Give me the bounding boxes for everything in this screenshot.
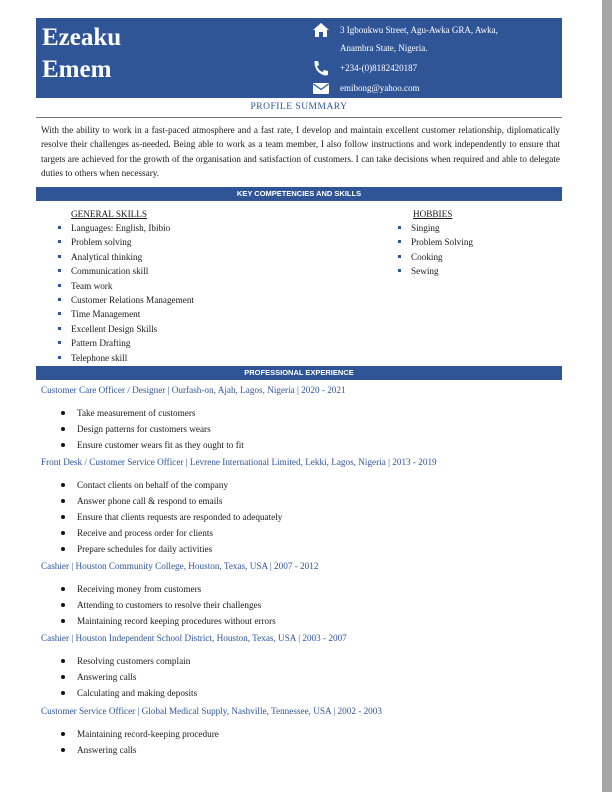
- resume-header: [36, 18, 562, 98]
- address-row: [312, 22, 562, 53]
- first-name: Ezeaku: [42, 24, 122, 51]
- address-line-2: Anambra State, Nigeria.: [340, 43, 428, 53]
- envelope-icon: [312, 80, 330, 96]
- job-heading: Customer Care Officer / Designer | Ourfash-on, Ajah, Lagos, Nigeria | 2020 - 2021: [41, 385, 346, 395]
- bullet-square-icon: [58, 356, 61, 359]
- hobbies-heading: HOBBIES: [413, 209, 453, 219]
- bullet-dot-icon: [61, 515, 65, 519]
- general-skill-item: Analytical thinking: [58, 250, 194, 264]
- bullet-dot-icon: [61, 499, 65, 503]
- bullet-dot-icon: [61, 587, 65, 591]
- duty-item: Answer phone call & respond to emails: [60, 493, 282, 509]
- general-skill-item: Team work: [58, 279, 194, 293]
- bullet-square-icon: [58, 341, 61, 344]
- address-line-1: 3 Igboukwu Street, Agu-Awka GRA, Awka,: [340, 25, 498, 35]
- job-heading: Customer Service Officer | Global Medical Supply, Nashville, Tennessee, USA | 2002 - 2003: [41, 706, 382, 716]
- hobby-item: Cooking: [398, 250, 473, 264]
- bullet-square-icon: [398, 255, 401, 258]
- experience-section-bar: PROFESSIONAL EXPERIENCE: [36, 366, 562, 380]
- bullet-dot-icon: [61, 603, 65, 607]
- duty-item: Maintaining record keeping procedures without errors: [60, 613, 276, 629]
- general-skill-item: Languages: English, Ibibio: [58, 221, 194, 235]
- general-skill-item: Excellent Design Skills: [58, 322, 194, 336]
- general-skills-heading: GENERAL SKILLS: [71, 209, 147, 219]
- bullet-dot-icon: [61, 659, 65, 663]
- duty-item: Prepare schedules for daily activities: [60, 541, 282, 557]
- home-icon: [312, 22, 330, 38]
- bullet-square-icon: [58, 255, 61, 258]
- job-duties-list: [60, 653, 197, 701]
- bullet-dot-icon: [61, 691, 65, 695]
- general-skill-item: Time Management: [58, 307, 194, 321]
- general-skill-item: Pattern Drafting: [58, 336, 194, 350]
- general-skill-item: Communication skill: [58, 264, 194, 278]
- email-address[interactable]: emibong@yahoo.com: [340, 83, 420, 93]
- bullet-square-icon: [58, 312, 61, 315]
- candidate-name: [42, 22, 121, 86]
- duty-item: Ensure customer wears fit as they ought to fit: [60, 437, 244, 453]
- bullet-square-icon: [58, 284, 61, 287]
- duty-item: Ensure that clients requests are responded to adequately: [60, 509, 282, 525]
- bullet-dot-icon: [61, 547, 65, 551]
- bullet-dot-icon: [61, 411, 65, 415]
- phone-row: [312, 60, 562, 80]
- bullet-dot-icon: [61, 443, 65, 447]
- hobby-item: Singing: [398, 221, 473, 235]
- bullet-square-icon: [398, 226, 401, 229]
- general-skill-item: Customer Relations Management: [58, 293, 194, 307]
- hobbies-list: [398, 221, 473, 279]
- general-skill-item: Telephone skill: [58, 351, 194, 365]
- section-divider: [36, 117, 562, 118]
- duty-item: Resolving customers complain: [60, 653, 197, 669]
- profile-summary-text: With the ability to work in a fast-paced atmosphere and a fast rate, I develop and maintain excellent customer relationship, diplomatically resolve their challenges as-needed. Being able to work as a team member, I also follow instructions and work independently to ensure that targets are achieved for the growth of the organisation and satisfaction of customers. I can take decisions when required and able to delegate duties to others when necessary.: [41, 125, 560, 178]
- general-skills-list: [58, 221, 194, 365]
- bullet-square-icon: [58, 298, 61, 301]
- duty-item: Attending to customers to resolve their challenges: [60, 597, 276, 613]
- bullet-square-icon: [58, 226, 61, 229]
- bullet-dot-icon: [61, 675, 65, 679]
- last-name: Emem: [42, 56, 112, 83]
- duty-item: Answering calls: [60, 669, 197, 685]
- bullet-square-icon: [398, 269, 401, 272]
- bullet-dot-icon: [61, 619, 65, 623]
- duty-item: Maintaining record-keeping procedure: [60, 726, 219, 742]
- hobby-item: Sewing: [398, 264, 473, 278]
- bullet-dot-icon: [61, 483, 65, 487]
- hobby-item: Problem Solving: [398, 235, 473, 249]
- phone-icon: [312, 60, 330, 76]
- email-row: [312, 80, 562, 100]
- duty-item: Answering calls: [60, 742, 219, 758]
- duty-item: Contact clients on behalf of the company: [60, 477, 282, 493]
- job-duties-list: [60, 581, 276, 629]
- profile-summary-title: PROFILE SUMMARY: [250, 102, 348, 112]
- duty-item: Receiving money from customers: [60, 581, 276, 597]
- general-skill-item: Problem solving: [58, 235, 194, 249]
- duty-item: Design patterns for customers wears: [60, 421, 244, 437]
- skills-section-bar: KEY COMPETENCIES AND SKILLS: [36, 187, 562, 201]
- job-duties-list: [60, 726, 219, 758]
- bullet-square-icon: [58, 240, 61, 243]
- bullet-dot-icon: [61, 427, 65, 431]
- bullet-square-icon: [58, 269, 61, 272]
- page-scrollbar[interactable]: [602, 0, 612, 792]
- phone-number: +234-(0)8182420187: [340, 63, 418, 73]
- job-heading: Cashier | Houston Community College, Houston, Texas, USA | 2007 - 2012: [41, 561, 319, 571]
- bullet-dot-icon: [61, 531, 65, 535]
- bullet-square-icon: [398, 240, 401, 243]
- bullet-dot-icon: [61, 732, 65, 736]
- bullet-dot-icon: [61, 748, 65, 752]
- duty-item: Take measurement of customers: [60, 405, 244, 421]
- duty-item: Receive and process order for clients: [60, 525, 282, 541]
- job-duties-list: [60, 477, 282, 557]
- bullet-square-icon: [58, 327, 61, 330]
- job-heading: Cashier | Houston Independent School District, Houston, Texas, USA | 2003 - 2007: [41, 633, 347, 643]
- duty-item: Calculating and making deposits: [60, 685, 197, 701]
- job-duties-list: [60, 405, 244, 453]
- job-heading: Front Desk / Customer Service Officer | Levrene International Limited, Lekki, Lagos, Nigeria | 2013 - 2019: [41, 457, 437, 467]
